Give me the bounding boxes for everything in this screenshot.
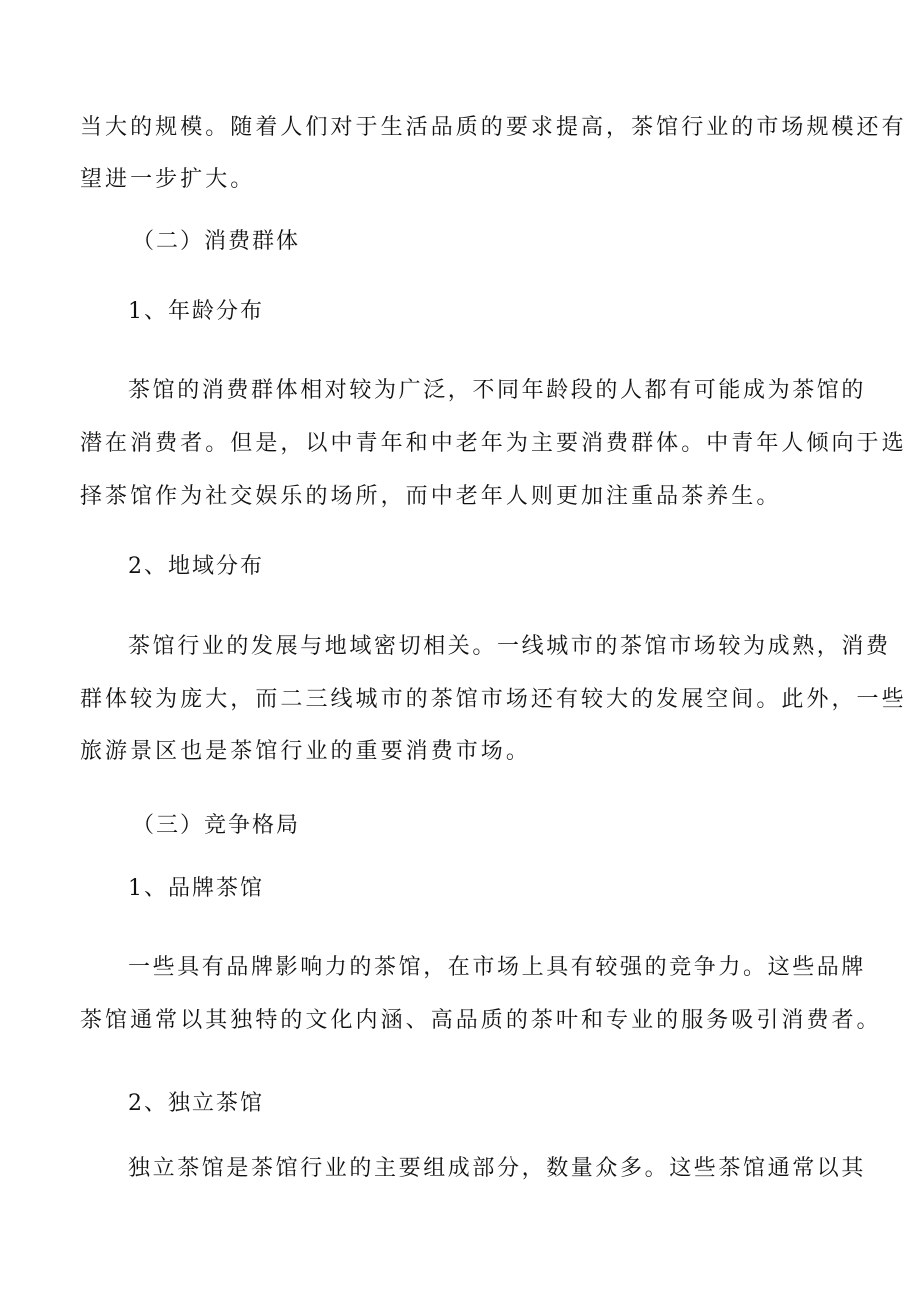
subsection-title-brand: 1、品牌茶馆: [128, 876, 264, 901]
paragraph-line: 茶馆的消费群体相对较为广泛，不同年龄段的人都有可能成为茶馆的: [128, 378, 867, 403]
section-heading-consumers: （二）消费群体: [132, 229, 301, 254]
paragraph-line: 择茶馆作为社交娱乐的场所，而中老年人则更加注重品茶养生。: [80, 484, 782, 509]
paragraph-line: 茶馆通常以其独特的文化内涵、高品质的茶叶和专业的服务吸引消费者。: [80, 1008, 882, 1033]
subsection-title-age: 1、年龄分布: [128, 299, 264, 324]
paragraph-line: 当大的规模。随着人们对于生活品质的要求提高，茶馆行业的市场规模还有: [80, 115, 907, 140]
paragraph-line: 一些具有品牌影响力的茶馆，在市场上具有较强的竞争力。这些品牌: [128, 955, 867, 980]
subsection-title-region: 2、地域分布: [128, 554, 264, 579]
paragraph-line: 旅游景区也是茶馆行业的重要消费市场。: [80, 739, 531, 764]
paragraph-line: 群体较为庞大，而二三线城市的茶馆市场还有较大的发展空间。此外，一些: [80, 687, 907, 712]
paragraph-line: 独立茶馆是茶馆行业的主要组成部分，数量众多。这些茶馆通常以其: [128, 1156, 867, 1181]
section-heading-competition: （三）竞争格局: [132, 813, 301, 838]
paragraph-line: 茶馆行业的发展与地域密切相关。一线城市的茶馆市场较为成熟，消费: [128, 634, 891, 659]
paragraph-line: 望进一步扩大。: [80, 167, 256, 192]
paragraph-line: 潜在消费者。但是，以中青年和中老年为主要消费群体。中青年人倾向于选: [80, 431, 907, 456]
subsection-title-independent: 2、独立茶馆: [128, 1091, 264, 1116]
